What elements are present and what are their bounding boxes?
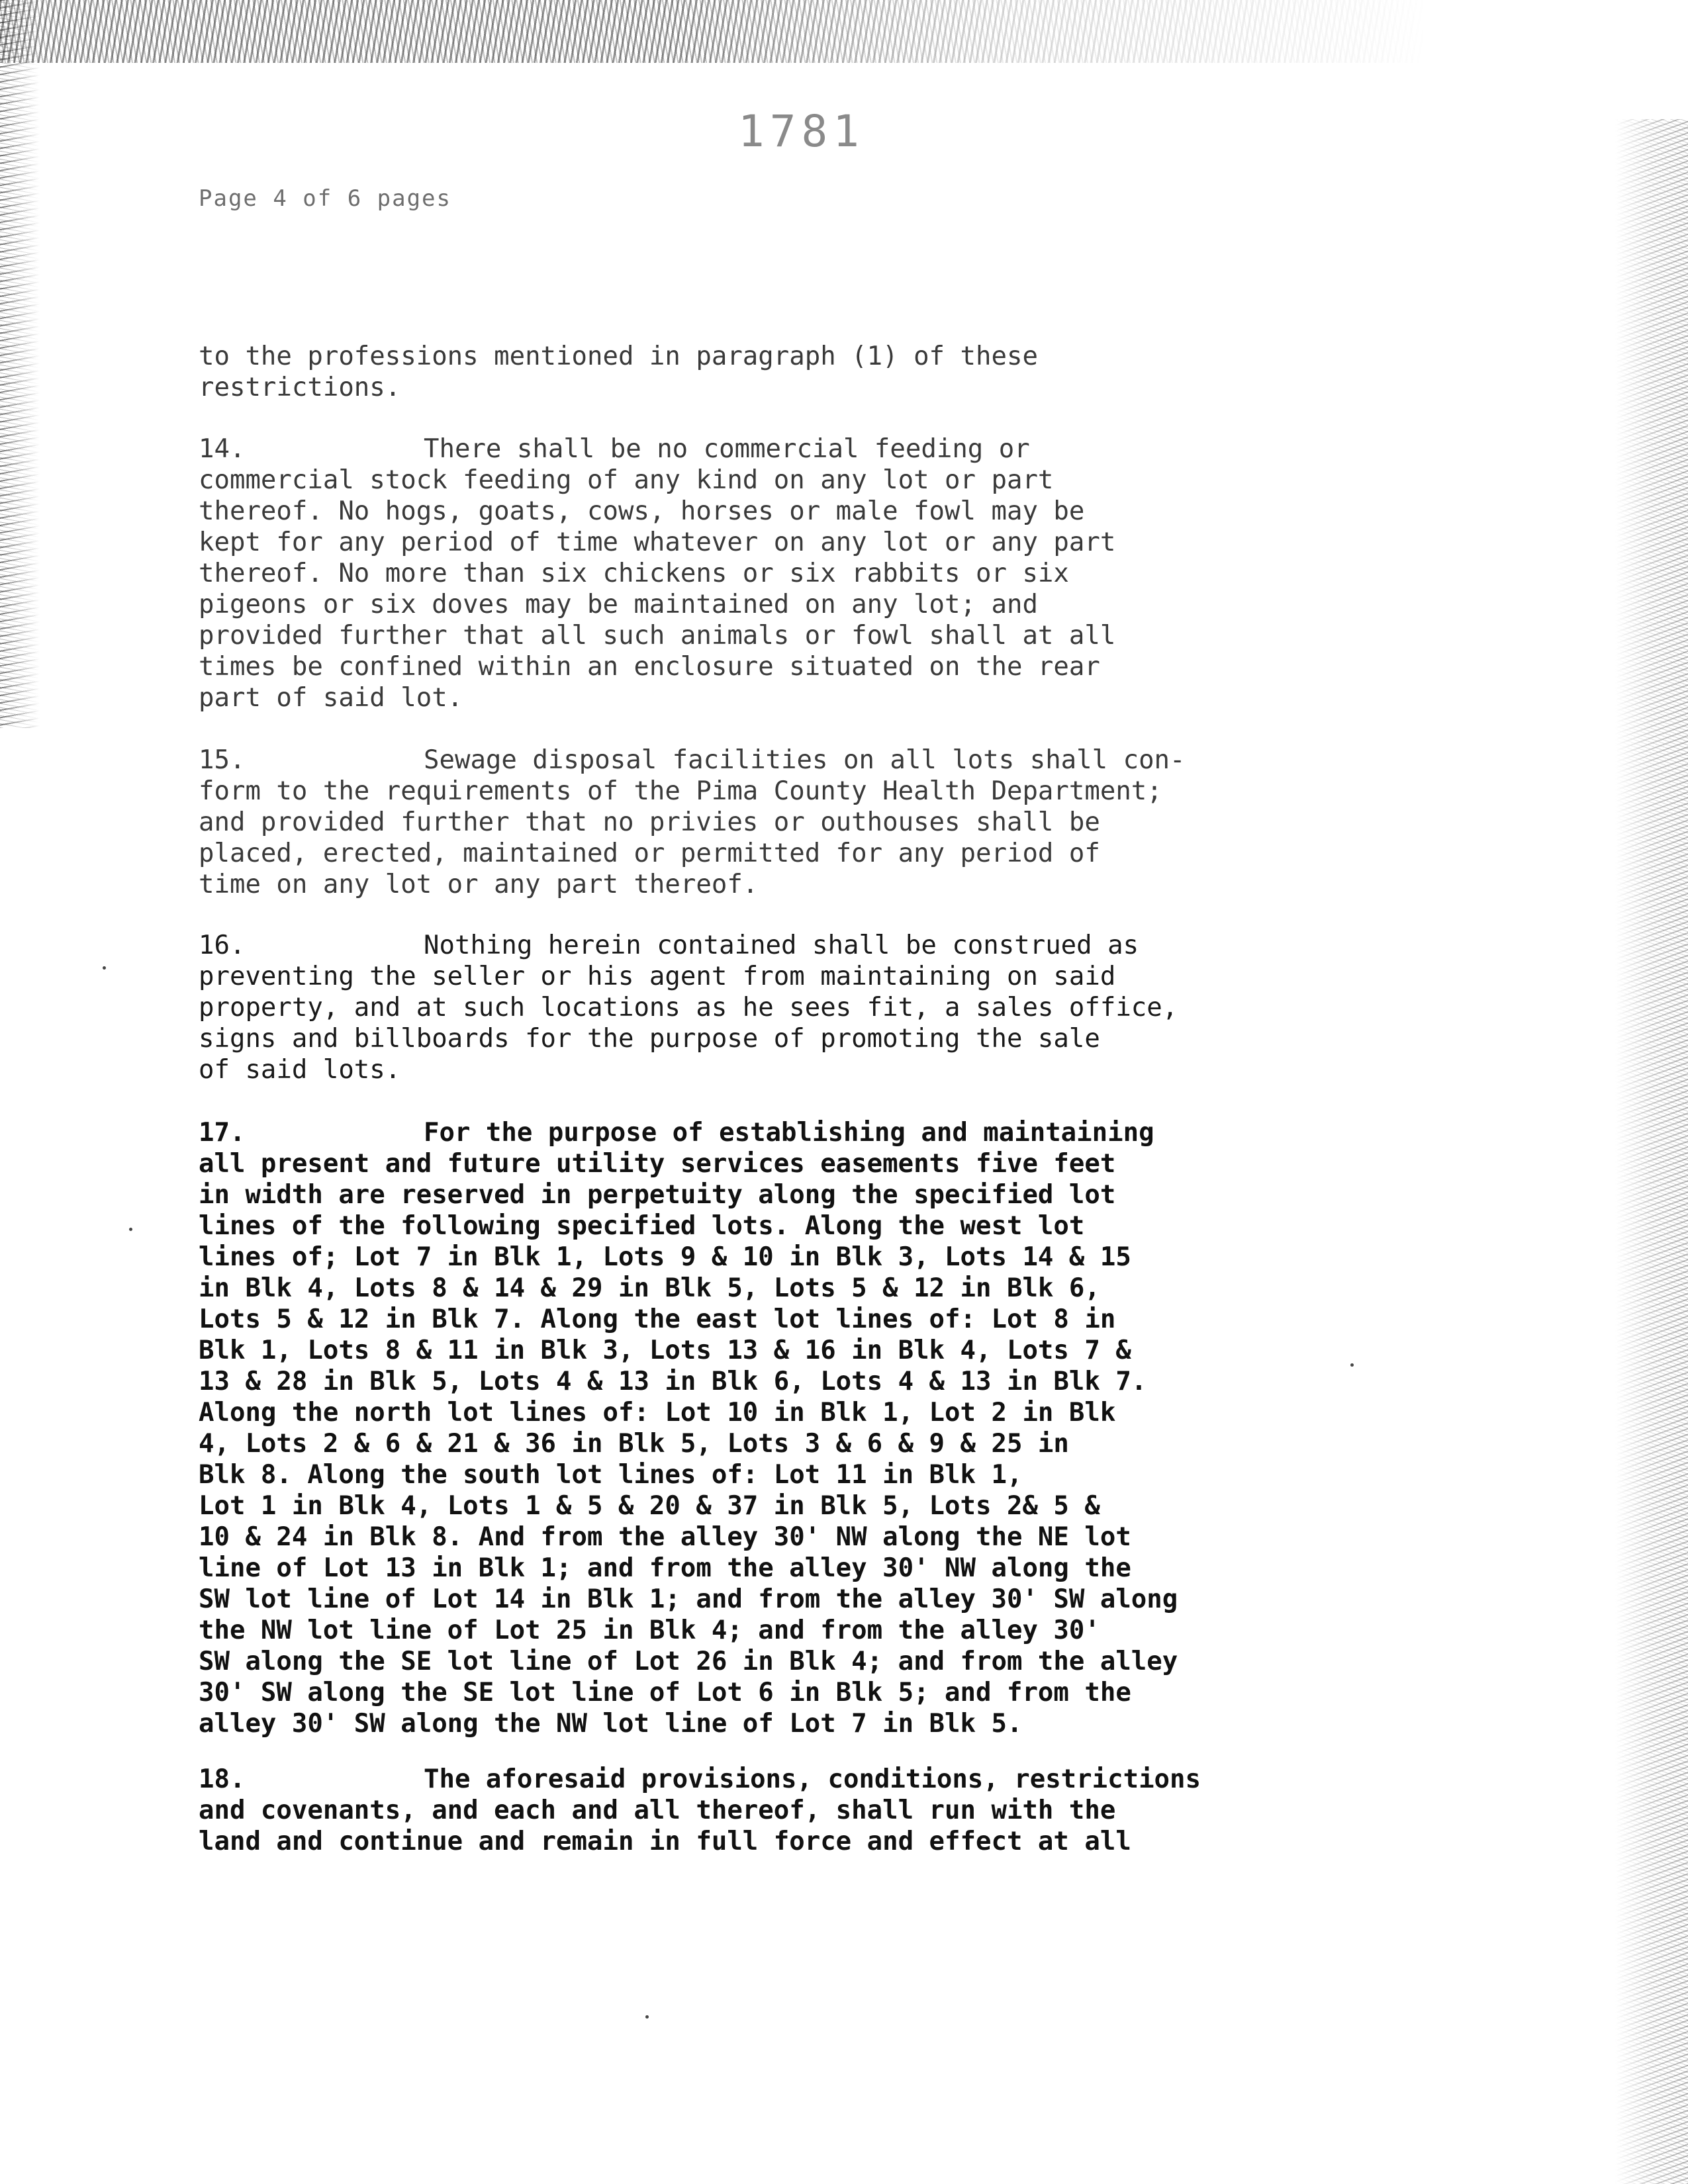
paragraph-16 [199,930,1456,1085]
scan-speck [645,2015,649,2019]
paragraph-15-number: 15. [199,745,246,775]
paragraph-15 [199,745,1456,900]
paragraph-14 [199,433,1456,713]
paragraph-18-number: 18. [199,1764,246,1794]
paragraph-18-text: The aforesaid provisions, conditions, restrictions and covenants, and each and all thereof, shall run with the land and continue and remain in full force and effect at all [199,1764,1201,1856]
paragraph-17-number: 17. [199,1118,246,1148]
paragraph-17-text: For the purpose of establishing and maintaining all present and future utility services easements five feet in width are reserved in perpetuity along the specified lot lines of the following specified lots. Along the west lot lines of; Lot 7 in Blk 1, Lots 9 & 10 in Blk 3, Lots 14 & 15 in Blk 4, Lots 8 & 14 & 29 in Blk 5, Lots 5 & 12 in Blk 6, Lots 5 & 12 in Blk 7. Along the east lot lines of: Lot 8 in Blk 1, Lots 8 & 11 in Blk 3, Lots 13 & 16 in Blk 4, Lots 7 & 13 & 28 in Blk 5, Lots 4 & 13 in Blk 6, Lots 4 & 13 in Blk 7. Along the north lot lines of: Lot 10 in Blk 1, Lot 2 in Blk 4, Lots 2 & 6 & 21 & 36 in Blk 5, Lots 3 & 6 & 9 & 25 in Blk 8. Along the south lot lines of: Lot 11 in Blk 1, Lot 1 in Blk 4, Lots 1 & 5 & 20 & 37 in Blk 5, Lots 2& 5 & 10 & 24 in Blk 8. And from the alley 30' NW along the NE lot line of Lot 13 in Blk 1; and from the alley 30' NW along the SW lot line of Lot 14 in Blk 1; and from the alley 30' SW along the NW lot line of Lot 25 in Blk 4; and from the alley 30' SW along the SE lot line of Lot 26 in Blk 4; and from the alley 30' SW along the SE lot line of Lot 6 in Blk 5; and from the alley 30' SW along the NW lot line of Lot 7 in Blk 5. [199,1118,1178,1739]
paragraph-18 [199,1764,1456,1857]
scan-noise-right [1615,119,1688,2184]
scan-speck [103,966,106,970]
paragraph-15-text: Sewage disposal facilities on all lots shall con- form to the requirements of the Pima County Health Department; and provided further that no privies or outhouses shall be placed, erected, maintained or permitted for any period of time on any lot or any part thereof. [199,745,1186,899]
paragraph-16-number: 16. [199,931,246,960]
paragraph-13-continuation [199,341,1456,403]
scan-speck [129,1228,132,1231]
page-indicator: Page 4 of 6 pages [199,185,451,212]
recording-number: 1781 [738,106,865,157]
scan-noise-top [0,0,1688,63]
paragraph-13-text: to the professions mentioned in paragraph (1) of these restrictions. [199,341,1038,402]
paragraph-14-number: 14. [199,434,246,464]
paragraph-14-text: There shall be no commercial feeding or commercial stock feeding of any kind on any lot or part thereof. No hogs, goats, cows, horses or male fowl may be kept for any period of time whatever on any lot or any part thereof. No more than six chickens or six rabbits or six pigeons or six doves may be maintained on any lot; and provided further that all such animals or fowl shall at all times be confined within an enclosure situated on the rear part of said lot. [199,434,1116,713]
paragraph-16-text: Nothing herein contained shall be construed as preventing the seller or his agent from maintaining on said property, and at such locations as he sees fit, a sales office, signs and billboards for the purpose of promoting the sale of said lots. [199,931,1178,1085]
scan-speck [1350,1363,1354,1367]
paragraph-17 [199,1117,1456,1739]
scan-noise-left [0,0,40,728]
